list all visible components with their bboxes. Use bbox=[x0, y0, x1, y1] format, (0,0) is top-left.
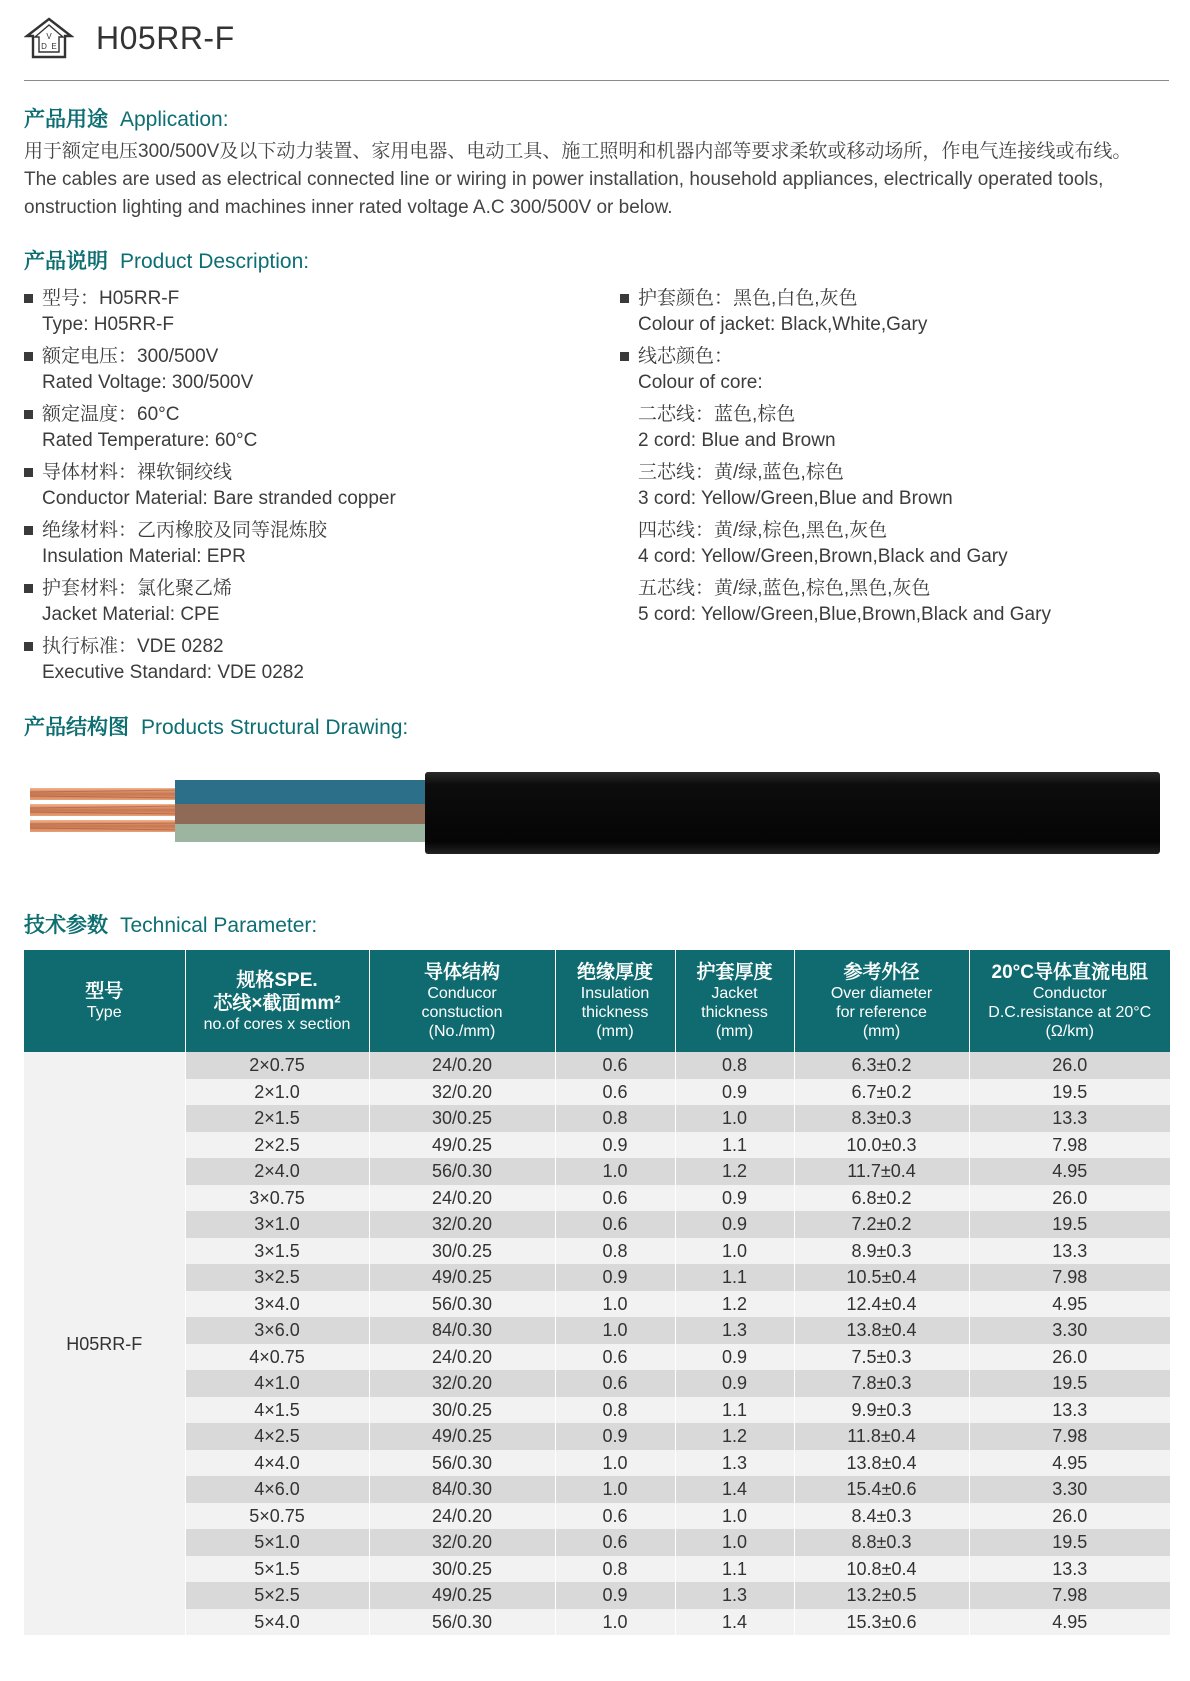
insulation-cell: 0.8 bbox=[555, 1397, 675, 1424]
spec-cell: 5×1.0 bbox=[185, 1529, 369, 1556]
insulation-cell: 0.8 bbox=[555, 1556, 675, 1583]
yellow-green-core bbox=[175, 824, 455, 842]
col-over-diameter: 参考外径 Over diameter for reference (mm) bbox=[794, 950, 969, 1052]
table-row bbox=[24, 1158, 1170, 1185]
technical-heading bbox=[24, 909, 317, 939]
table-body bbox=[24, 1052, 1170, 1635]
insulation-cell: 0.6 bbox=[555, 1503, 675, 1530]
spec-cell: 3×4.0 bbox=[185, 1291, 369, 1318]
table-row bbox=[24, 1397, 1170, 1424]
brown-core bbox=[175, 804, 455, 824]
resistance-cell: 26.0 bbox=[969, 1052, 1170, 1079]
diameter-cell: 13.8±0.4 bbox=[794, 1450, 969, 1477]
diameter-cell: 10.0±0.3 bbox=[794, 1132, 969, 1159]
resistance-cell: 13.3 bbox=[969, 1397, 1170, 1424]
diameter-cell: 15.3±0.6 bbox=[794, 1609, 969, 1636]
diameter-cell: 7.2±0.2 bbox=[794, 1211, 969, 1238]
table-row bbox=[24, 1476, 1170, 1503]
application-heading-en: Application: bbox=[120, 108, 229, 131]
spec-2-cord: 二芯线：蓝色,棕色 2 cord: Blue and Brown bbox=[638, 404, 836, 451]
diameter-cell: 11.7±0.4 bbox=[794, 1158, 969, 1185]
spec-cell: 2×1.5 bbox=[185, 1105, 369, 1132]
conductor-cell: 56/0.30 bbox=[369, 1450, 555, 1477]
table-row bbox=[24, 1450, 1170, 1477]
conductor-cell: 56/0.30 bbox=[369, 1609, 555, 1636]
svg-text:E: E bbox=[51, 42, 57, 51]
diameter-cell: 8.4±0.3 bbox=[794, 1503, 969, 1530]
resistance-cell: 7.98 bbox=[969, 1423, 1170, 1450]
spec-cell: 2×2.5 bbox=[185, 1132, 369, 1159]
spec-cell: 5×1.5 bbox=[185, 1556, 369, 1583]
diameter-cell: 6.8±0.2 bbox=[794, 1185, 969, 1212]
jacket-cell: 1.1 bbox=[675, 1556, 794, 1583]
jacket-cell: 1.4 bbox=[675, 1609, 794, 1636]
jacket-cell: 1.3 bbox=[675, 1317, 794, 1344]
jacket-cell: 1.2 bbox=[675, 1158, 794, 1185]
insulation-cell: 0.9 bbox=[555, 1582, 675, 1609]
insulation-cell: 0.9 bbox=[555, 1264, 675, 1291]
jacket-cell: 1.0 bbox=[675, 1105, 794, 1132]
spec-4-cord: 四芯线：黄/绿,棕色,黑色,灰色 4 cord: Yellow/Green,Brown,Black and Gary bbox=[638, 520, 1008, 567]
jacket-cell: 0.8 bbox=[675, 1052, 794, 1079]
spec-cell: 4×0.75 bbox=[185, 1344, 369, 1371]
resistance-cell: 7.98 bbox=[969, 1132, 1170, 1159]
conductor-cell: 56/0.30 bbox=[369, 1291, 555, 1318]
conductor-cell: 30/0.25 bbox=[369, 1238, 555, 1265]
conductor-cell: 32/0.20 bbox=[369, 1211, 555, 1238]
bullet-icon bbox=[24, 294, 33, 303]
resistance-cell: 26.0 bbox=[969, 1185, 1170, 1212]
jacket-cell: 1.1 bbox=[675, 1132, 794, 1159]
table-row bbox=[24, 1264, 1170, 1291]
insulation-cell: 0.6 bbox=[555, 1529, 675, 1556]
col-dc-resistance: 20°C导体直流电阻 Conductor D.C.resistance at 20°C (Ω/km) bbox=[969, 950, 1170, 1052]
jacket-cell: 1.2 bbox=[675, 1291, 794, 1318]
spec-cell: 3×1.0 bbox=[185, 1211, 369, 1238]
svg-text:V: V bbox=[46, 32, 52, 41]
jacket-cell: 1.2 bbox=[675, 1423, 794, 1450]
jacket-cell: 1.1 bbox=[675, 1264, 794, 1291]
conductor-cell: 32/0.20 bbox=[369, 1079, 555, 1106]
spec-cell: 2×1.0 bbox=[185, 1079, 369, 1106]
spec-cell: 5×2.5 bbox=[185, 1582, 369, 1609]
conductor-cell: 30/0.25 bbox=[369, 1556, 555, 1583]
spec-cell: 3×0.75 bbox=[185, 1185, 369, 1212]
resistance-cell: 19.5 bbox=[969, 1529, 1170, 1556]
spec-cell: 4×2.5 bbox=[185, 1423, 369, 1450]
spec-5-cord: 五芯线：黄/绿,蓝色,棕色,黑色,灰色 5 cord: Yellow/Green,Blue,Brown,Black and Gary bbox=[638, 578, 1051, 625]
diameter-cell: 8.8±0.3 bbox=[794, 1529, 969, 1556]
resistance-cell: 7.98 bbox=[969, 1582, 1170, 1609]
spec-jacket-material: 护套材料：氯化聚乙烯 Jacket Material: CPE bbox=[24, 576, 396, 634]
spec-cell: 3×1.5 bbox=[185, 1238, 369, 1265]
bullet-icon bbox=[24, 584, 33, 593]
insulation-cell: 0.6 bbox=[555, 1211, 675, 1238]
jacket-cell: 0.9 bbox=[675, 1370, 794, 1397]
resistance-cell: 13.3 bbox=[969, 1556, 1170, 1583]
conductor-cell: 84/0.30 bbox=[369, 1317, 555, 1344]
spec-jacket-colour: 护套颜色：黑色,白色,灰色 Colour of jacket: Black,White,Gary bbox=[620, 286, 1051, 344]
insulation-cell: 0.9 bbox=[555, 1423, 675, 1450]
spec-type: 型号：H05RR-F Type: H05RR-F bbox=[24, 286, 396, 344]
col-insulation-thickness: 绝缘厚度 Insulation thickness (mm) bbox=[555, 950, 675, 1052]
bullet-icon bbox=[24, 410, 33, 419]
description-left-column bbox=[24, 286, 396, 692]
drawing-heading-zh: 产品结构图 bbox=[24, 716, 129, 739]
spec-cell: 4×1.5 bbox=[185, 1397, 369, 1424]
resistance-cell: 19.5 bbox=[969, 1211, 1170, 1238]
page-title: H05RR-F bbox=[96, 20, 235, 56]
insulation-cell: 1.0 bbox=[555, 1158, 675, 1185]
bullet-icon bbox=[24, 352, 33, 361]
technical-parameter-table bbox=[24, 950, 1170, 1635]
insulation-cell: 1.0 bbox=[555, 1291, 675, 1318]
table-header-row bbox=[24, 950, 1170, 1052]
spec-cell: 3×6.0 bbox=[185, 1317, 369, 1344]
resistance-cell: 13.3 bbox=[969, 1238, 1170, 1265]
jacket-cell: 0.9 bbox=[675, 1344, 794, 1371]
col-spec: 规格SPE. 芯线×截面mm² no.of cores x section bbox=[185, 950, 369, 1052]
jacket-cell: 0.9 bbox=[675, 1185, 794, 1212]
application-text-zh: 用于额定电压300/500V及以下动力装置、家用电器、电动工具、施工照明和机器内部等要求柔软或移动场所，作电气连接线或布线。 bbox=[24, 141, 1132, 162]
diameter-cell: 9.9±0.3 bbox=[794, 1397, 969, 1424]
conductor-cell: 24/0.20 bbox=[369, 1503, 555, 1530]
jacket-cell: 1.3 bbox=[675, 1450, 794, 1477]
jacket-cell: 1.0 bbox=[675, 1503, 794, 1530]
diameter-cell: 8.3±0.3 bbox=[794, 1105, 969, 1132]
description-heading-en: Product Description: bbox=[120, 250, 310, 273]
conductor-cell: 49/0.25 bbox=[369, 1132, 555, 1159]
table-row bbox=[24, 1423, 1170, 1450]
table-row bbox=[24, 1185, 1170, 1212]
jacket-cell: 1.3 bbox=[675, 1582, 794, 1609]
insulation-cell: 0.6 bbox=[555, 1079, 675, 1106]
drawing-heading-en: Products Structural Drawing: bbox=[141, 716, 409, 739]
table-row bbox=[24, 1238, 1170, 1265]
col-jacket-thickness: 护套厚度 Jacket thickness (mm) bbox=[675, 950, 794, 1052]
jacket-cell: 1.4 bbox=[675, 1476, 794, 1503]
blue-core bbox=[175, 780, 455, 804]
diameter-cell: 8.9±0.3 bbox=[794, 1238, 969, 1265]
diameter-cell: 10.8±0.4 bbox=[794, 1556, 969, 1583]
conductor-cell: 24/0.20 bbox=[369, 1344, 555, 1371]
spec-cell: 5×0.75 bbox=[185, 1503, 369, 1530]
conductor-cell: 24/0.20 bbox=[369, 1052, 555, 1079]
conductor-cell: 24/0.20 bbox=[369, 1185, 555, 1212]
table-row bbox=[24, 1503, 1170, 1530]
resistance-cell: 4.95 bbox=[969, 1291, 1170, 1318]
spec-3-cord: 三芯线：黄/绿,蓝色,棕色 3 cord: Yellow/Green,Blue and Brown bbox=[638, 462, 953, 509]
table-row bbox=[24, 1529, 1170, 1556]
diameter-cell: 12.4±0.4 bbox=[794, 1291, 969, 1318]
page-header bbox=[24, 14, 1169, 81]
jacket-cell: 1.1 bbox=[675, 1397, 794, 1424]
resistance-cell: 4.95 bbox=[969, 1158, 1170, 1185]
black-jacket bbox=[425, 772, 1160, 854]
diameter-cell: 15.4±0.6 bbox=[794, 1476, 969, 1503]
resistance-cell: 26.0 bbox=[969, 1344, 1170, 1371]
resistance-cell: 7.98 bbox=[969, 1264, 1170, 1291]
conductor-cell: 32/0.20 bbox=[369, 1370, 555, 1397]
resistance-cell: 19.5 bbox=[969, 1370, 1170, 1397]
diameter-cell: 13.8±0.4 bbox=[794, 1317, 969, 1344]
conductor-cell: 56/0.30 bbox=[369, 1158, 555, 1185]
table-row bbox=[24, 1556, 1170, 1583]
diameter-cell: 7.5±0.3 bbox=[794, 1344, 969, 1371]
insulation-cell: 0.9 bbox=[555, 1132, 675, 1159]
spec-core-colour: 线芯颜色： Colour of core: bbox=[620, 344, 1051, 402]
table-row bbox=[24, 1132, 1170, 1159]
conductor-cell: 49/0.25 bbox=[369, 1582, 555, 1609]
col-type: 型号 Type bbox=[24, 950, 185, 1052]
jacket-cell: 1.0 bbox=[675, 1238, 794, 1265]
resistance-cell: 3.30 bbox=[969, 1317, 1170, 1344]
table-row bbox=[24, 1609, 1170, 1636]
resistance-cell: 3.30 bbox=[969, 1476, 1170, 1503]
insulation-cell: 0.6 bbox=[555, 1370, 675, 1397]
spec-cell: 2×4.0 bbox=[185, 1158, 369, 1185]
spec-cell: 3×2.5 bbox=[185, 1264, 369, 1291]
bullet-icon bbox=[620, 294, 629, 303]
cable-structure-image bbox=[30, 768, 1160, 858]
conductor-cell: 30/0.25 bbox=[369, 1397, 555, 1424]
spec-insulation-material: 绝缘材料：乙丙橡胶及同等混炼胶 Insulation Material: EPR bbox=[24, 518, 396, 576]
technical-heading-en: Technical Parameter: bbox=[120, 914, 318, 937]
table-row bbox=[24, 1079, 1170, 1106]
spec-cell: 4×1.0 bbox=[185, 1370, 369, 1397]
diameter-cell: 11.8±0.4 bbox=[794, 1423, 969, 1450]
table-row bbox=[24, 1370, 1170, 1397]
table-row bbox=[24, 1344, 1170, 1371]
conductor-cell: 32/0.20 bbox=[369, 1529, 555, 1556]
spec-rated-temperature: 额定温度：60°C Rated Temperature: 60°C bbox=[24, 402, 396, 460]
svg-text:D: D bbox=[41, 42, 47, 51]
insulation-cell: 1.0 bbox=[555, 1609, 675, 1636]
description-heading bbox=[24, 245, 309, 275]
resistance-cell: 19.5 bbox=[969, 1079, 1170, 1106]
bullet-icon bbox=[24, 468, 33, 477]
spec-cell: 4×6.0 bbox=[185, 1476, 369, 1503]
diameter-cell: 6.3±0.2 bbox=[794, 1052, 969, 1079]
description-heading-zh: 产品说明 bbox=[24, 250, 108, 273]
conductor-cell: 30/0.25 bbox=[369, 1105, 555, 1132]
technical-heading-zh: 技术参数 bbox=[24, 914, 108, 937]
application-text-en: The cables are used as electrical connected line or wiring in power installation, household appliances, electrically operated tools, onstruction lighting and machines inner rated voltage A.C 300/500V or below. bbox=[24, 169, 1104, 218]
insulation-cell: 0.6 bbox=[555, 1185, 675, 1212]
conductor-cell: 84/0.30 bbox=[369, 1476, 555, 1503]
resistance-cell: 13.3 bbox=[969, 1105, 1170, 1132]
table-row bbox=[24, 1291, 1170, 1318]
type-cell: H05RR-F bbox=[24, 1052, 185, 1635]
spec-cell: 5×4.0 bbox=[185, 1609, 369, 1636]
resistance-cell: 4.95 bbox=[969, 1450, 1170, 1477]
insulation-cell: 0.8 bbox=[555, 1105, 675, 1132]
insulation-cell: 1.0 bbox=[555, 1317, 675, 1344]
spec-cell: 2×0.75 bbox=[185, 1052, 369, 1079]
table-row bbox=[24, 1211, 1170, 1238]
table-row bbox=[24, 1105, 1170, 1132]
diameter-cell: 10.5±0.4 bbox=[794, 1264, 969, 1291]
table-row bbox=[24, 1582, 1170, 1609]
table-row bbox=[24, 1317, 1170, 1344]
bullet-icon bbox=[24, 642, 33, 651]
spec-conductor-material: 导体材料：裸软铜绞线 Conductor Material: Bare stranded copper bbox=[24, 460, 396, 518]
insulation-cell: 0.6 bbox=[555, 1052, 675, 1079]
bullet-icon bbox=[620, 352, 629, 361]
jacket-cell: 0.9 bbox=[675, 1079, 794, 1106]
spec-executive-standard: 执行标准：VDE 0282 Executive Standard: VDE 0282 bbox=[24, 634, 396, 692]
application-heading-zh: 产品用途 bbox=[24, 108, 108, 131]
insulation-cell: 1.0 bbox=[555, 1476, 675, 1503]
bullet-icon bbox=[24, 526, 33, 535]
drawing-heading bbox=[24, 711, 408, 741]
col-conductor-construction: 导体结构 Conducor constuction (No./mm) bbox=[369, 950, 555, 1052]
description-right-column bbox=[620, 286, 1051, 634]
spec-rated-voltage: 额定电压：300/500V Rated Voltage: 300/500V bbox=[24, 344, 396, 402]
resistance-cell: 4.95 bbox=[969, 1609, 1170, 1636]
insulation-cell: 1.0 bbox=[555, 1450, 675, 1477]
application-heading bbox=[24, 103, 229, 133]
spec-cell: 4×4.0 bbox=[185, 1450, 369, 1477]
diameter-cell: 13.2±0.5 bbox=[794, 1582, 969, 1609]
diameter-cell: 7.8±0.3 bbox=[794, 1370, 969, 1397]
conductor-cell: 49/0.25 bbox=[369, 1423, 555, 1450]
jacket-cell: 1.0 bbox=[675, 1529, 794, 1556]
resistance-cell: 26.0 bbox=[969, 1503, 1170, 1530]
diameter-cell: 6.7±0.2 bbox=[794, 1079, 969, 1106]
conductor-cell: 49/0.25 bbox=[369, 1264, 555, 1291]
insulation-cell: 0.6 bbox=[555, 1344, 675, 1371]
jacket-cell: 0.9 bbox=[675, 1211, 794, 1238]
insulation-cell: 0.8 bbox=[555, 1238, 675, 1265]
table-row bbox=[24, 1052, 1170, 1079]
vde-logo-icon bbox=[24, 16, 74, 60]
